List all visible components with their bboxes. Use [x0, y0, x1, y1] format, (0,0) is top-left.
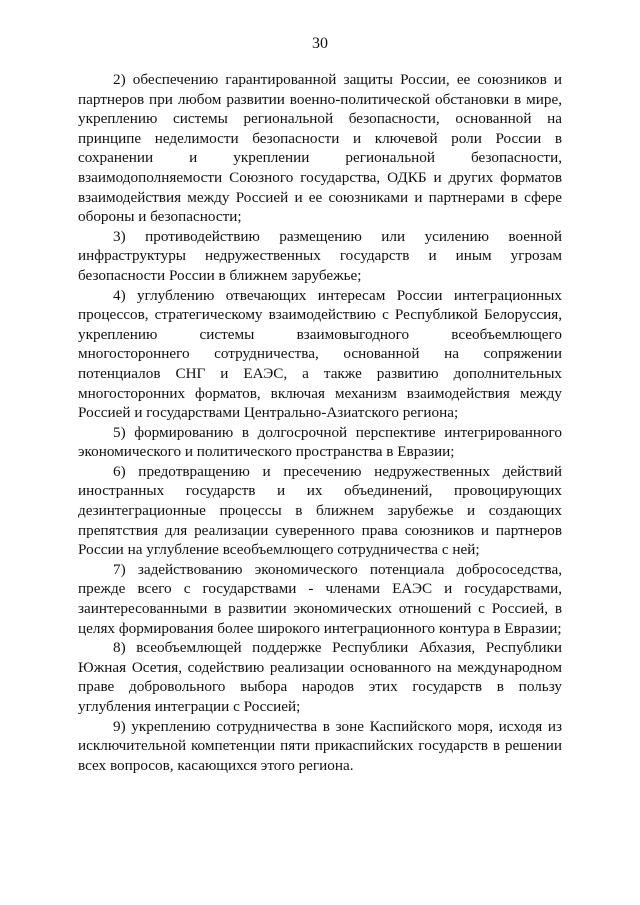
paragraph-item-2: 2) обеспечению гарантированной защиты России, ее союзников и партнеров при любом развитии военно-политической обстановки в мире, укреплению системы региональной безопасности, основанной на принципе неделимости безопасности и ключевой роли России в сохранении и укреплении региональной безопасности, взаимодополняемости Союзного государства, ОДКБ и других форматов взаимодействия между Россией и ее союзниками и партнерами в сфере обороны и безопасности; — [78, 71, 562, 226]
paragraph-item-5: 5) формированию в долгосрочной перспективе интегрированного экономического и политического пространства в Евразии; — [78, 423, 562, 461]
paragraph-item-3: 3) противодействию размещению или усилению военной инфраструктуры недружественных государств и иным угрозам безопасности России в ближнем зарубежье; — [78, 227, 562, 284]
document-body — [78, 70, 562, 775]
page-number: 30 — [312, 35, 328, 52]
paragraph-item-6: 6) предотвращению и пресечению недружественных действий иностранных государств и их объединений, провоцирующих дезинтеграционные процессы в ближнем зарубежье и создающих препятствия для реализации суверенного права союзников и партнеров России на углубление всеобъемлющего сотрудничества с ней; — [78, 462, 562, 559]
paragraph-item-9: 9) укреплению сотрудничества в зоне Каспийского моря, исходя из исключительной компетенции пяти прикаспийских государств в решении всех вопросов, касающихся этого региона. — [78, 717, 562, 774]
paragraph-item-8: 8) всеобъемлющей поддержке Республики Абхазия, Республики Южная Осетия, содействию реализации основанного на международном праве добровольного выбора народов этих государств в пользу углубления интеграции с Россией; — [78, 639, 562, 715]
paragraph-item-7: 7) задействованию экономического потенциала добрососедства, прежде всего с государствами - членами ЕАЭС и государствами, заинтересованными в развитии экономических отношений с Россией, в целях формирования более широкого интеграционного контура в Евразии; — [78, 560, 562, 637]
paragraph-item-4: 4) углублению отвечающих интересам России интеграционных процессов, стратегическому взаимодействию с Республикой Белоруссия, укреплению системы взаимовыгодного всеобъемлющего многостороннего сотрудничества, основанной на сопряжении потенциалов СНГ и ЕАЭС, а также развитию дополнительных многосторонних форматов, включая механизм взаимодействия между Россией и государствами Центрально-Азиатского региона; — [78, 286, 562, 422]
